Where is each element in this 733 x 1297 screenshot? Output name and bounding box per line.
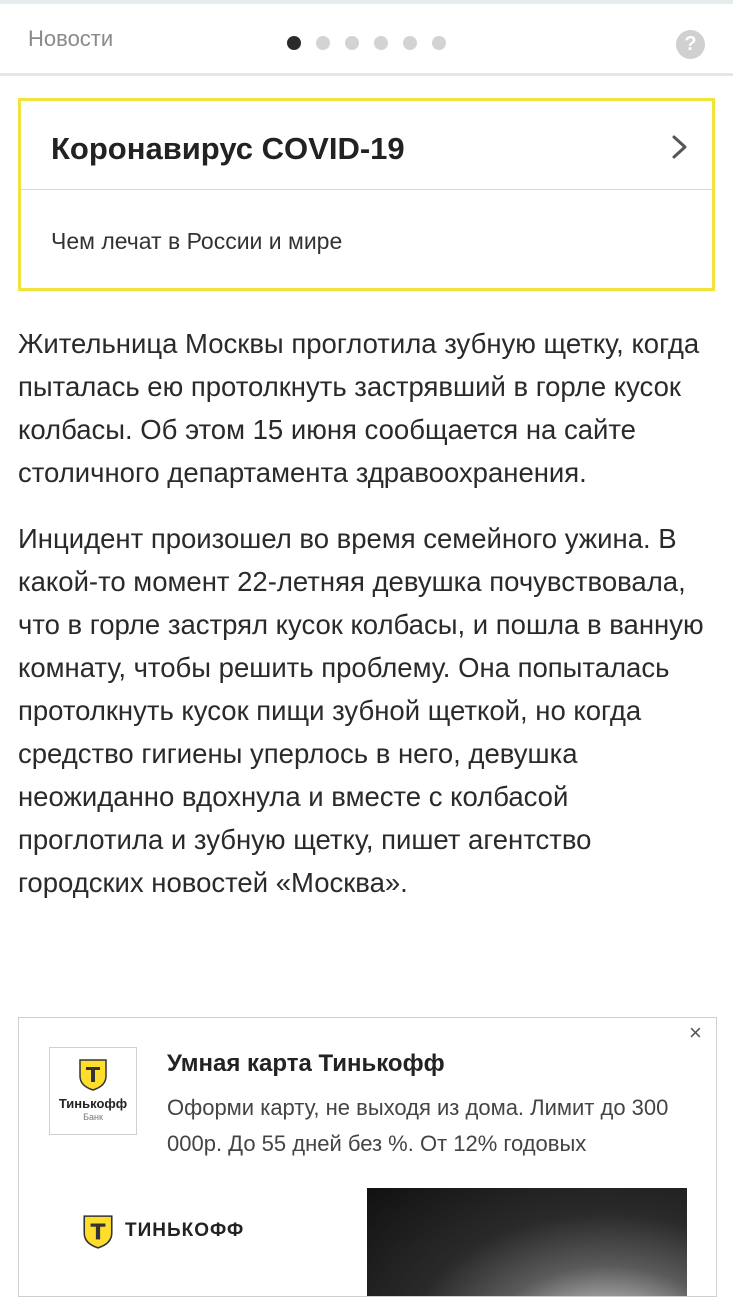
ad-block[interactable]: [18, 1017, 717, 1297]
ad-text: Оформи карту, не выходя из дома. Лимит до 300 000р. До 55 дней без %. От 12% годовых: [167, 1095, 669, 1156]
tinkoff-emblem-icon: [78, 1058, 108, 1092]
help-icon[interactable]: ?: [676, 30, 705, 59]
advertiser-logo[interactable]: [49, 1047, 137, 1135]
tinkoff-wordmark: ТИНЬКОФФ: [125, 1220, 245, 1241]
divider: [21, 189, 712, 190]
article-body: [18, 322, 718, 927]
article-paragraph: Жительница Москвы проглотила зубную щетку, когда пыталась ею протолкнуть застрявший в горле кусок колбасы. Об этом 15 июня сообщается на сайте столичного департамента здравоохранения.: [18, 328, 700, 488]
pager-dot[interactable]: [316, 36, 330, 50]
top-bar: [0, 0, 733, 76]
tinkoff-emblem-icon: [81, 1214, 115, 1250]
logo-brand-text: Тинькофф: [58, 1096, 128, 1111]
close-icon[interactable]: ×: [689, 1020, 702, 1045]
chevron-right-icon: [669, 133, 691, 161]
section-label[interactable]: Новости: [28, 26, 114, 51]
pager-dot[interactable]: [345, 36, 359, 50]
covid-banner-subtitle: Чем лечат в России и мире: [51, 228, 343, 254]
logo-sub-text: Банк: [83, 1112, 103, 1122]
covid-banner[interactable]: [18, 98, 715, 291]
pager-dot[interactable]: [374, 36, 388, 50]
pager-dot[interactable]: [403, 36, 417, 50]
pager-dot[interactable]: [287, 36, 301, 50]
card-image[interactable]: [367, 1188, 687, 1297]
ad-title[interactable]: Умная карта Тинькофф: [167, 1050, 445, 1077]
pager-dot[interactable]: [432, 36, 446, 50]
article-paragraph: Инцидент произошел во время семейного ужина. В какой-то момент 22-летняя девушка почувствовала, что в горле застрял кусок колбасы, и пошла в ванную комнату, чтобы решить проблему. Она попыталась протолкнуть кусок пищи зубной щеткой, но когда средство гигиены уперлось в него, девушка неожиданно вдохнула и вместе с колбасой проглотила и зубную щетку, пишет агентство городских новостей «Москва».: [18, 523, 704, 898]
covid-banner-title: Коронавирус COVID-19: [51, 131, 405, 166]
